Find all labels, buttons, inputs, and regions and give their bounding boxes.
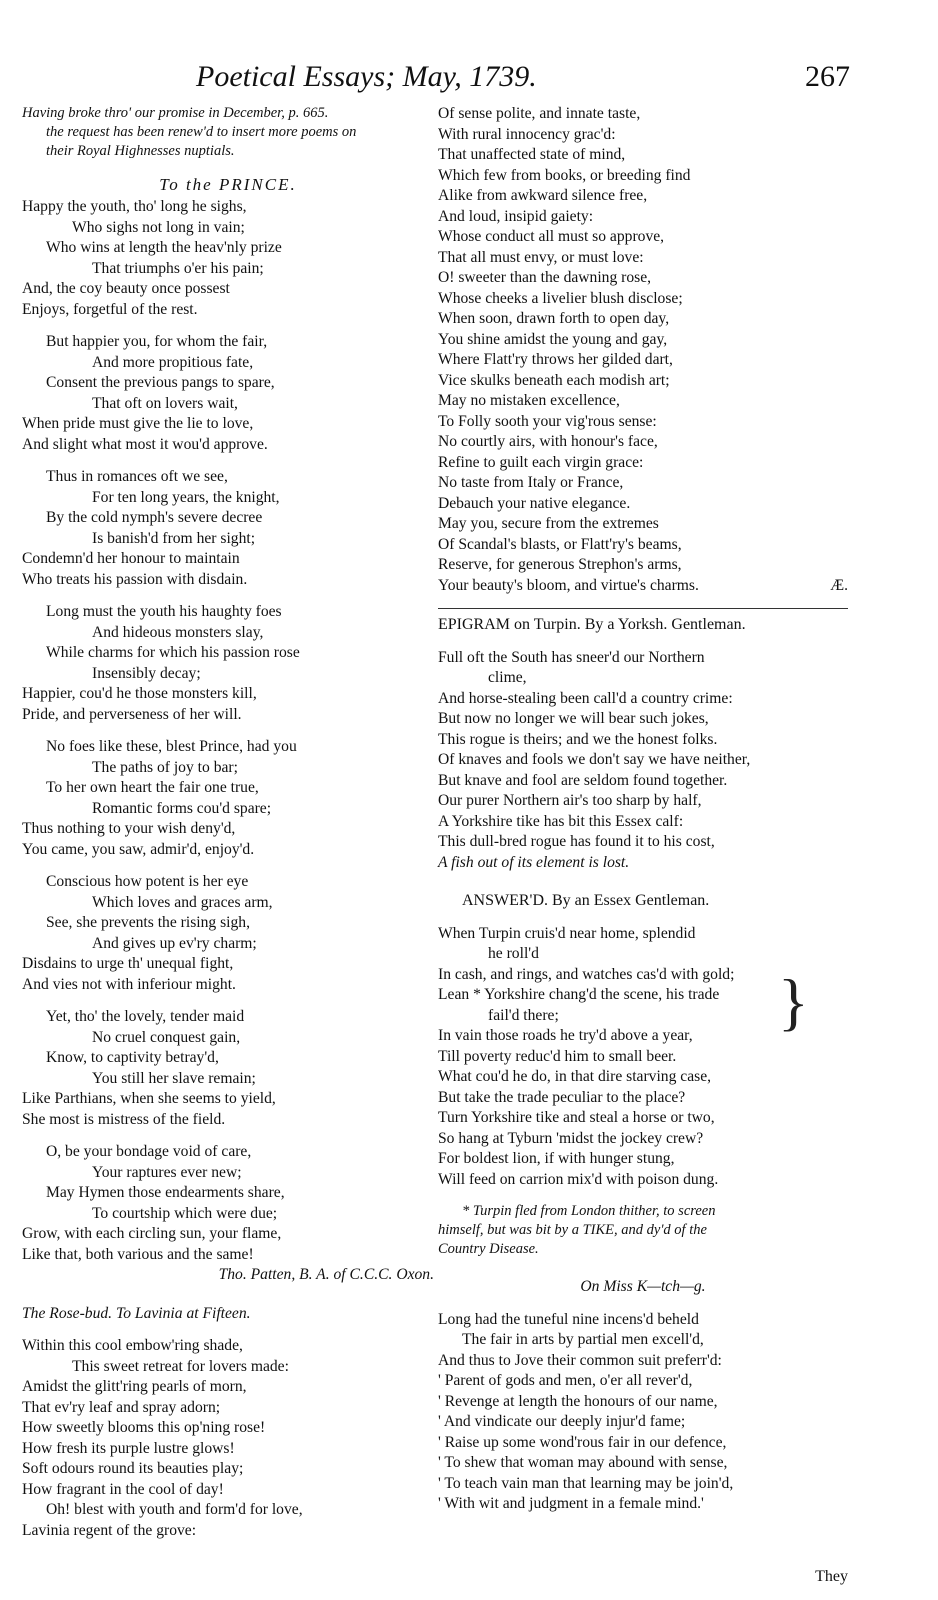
verse-line: fail'd there; [488, 1006, 559, 1024]
poem-body [438, 648, 848, 874]
verse-line: But take the trade peculiar to the place? [438, 1088, 686, 1106]
verse-line: But now no longer we will bear such jokes, [438, 710, 709, 727]
verse-line: For boldest lion, if with hunger stung, [438, 1150, 675, 1167]
verse-line: In cash, and rings, and watches cas'd with gold; [438, 965, 735, 983]
verse-line: Within this cool embow'ring shade, [22, 1337, 243, 1354]
verse-line: The fair in arts by partial men excell'd, [462, 1331, 704, 1348]
verse-line: Lavinia regent of the grove: [22, 1521, 197, 1539]
verse-line: You still her slave remain; [92, 1069, 256, 1087]
verse-line: Debauch your native elegance. [438, 494, 631, 512]
poem-title: The Rose-bud. To Lavinia at Fifteen. [22, 1304, 251, 1322]
verse-line: And thus to Jove their common suit preferr'd: [438, 1351, 722, 1369]
verse-line: To her own heart the fair one true, [46, 779, 259, 796]
verse-line: That oft on lovers wait, [92, 394, 238, 412]
verse-line: So hang at Tyburn 'midst the jockey crew? [438, 1129, 704, 1147]
verse-line: May no mistaken excellence, [438, 392, 620, 409]
footnote-line: himself, but was bit by a TIKE, and dy'd of the [438, 1222, 707, 1238]
verse-line: Thus nothing to your wish deny'd, [22, 820, 236, 837]
verse-line: Soft odours round its beauties play; [22, 1460, 244, 1477]
verse-line: And vies not with inferiour might. [22, 975, 236, 993]
verse-line: To Folly sooth your vig'rous sense: [438, 412, 657, 430]
editorial-intro [22, 104, 434, 161]
verse-line: While charms for which his passion rose [46, 644, 300, 661]
page-number: 267 [805, 60, 850, 93]
verse-line: She most is mistress of the field. [22, 1110, 226, 1128]
verse-line: Your raptures ever new; [92, 1163, 242, 1181]
verse-line: O, be your bondage void of care, [46, 1143, 252, 1160]
verse-line: This rogue is theirs; and we the honest folks. [438, 730, 718, 748]
verse-line: That triumphs o'er his pain; [92, 259, 264, 277]
verse-line: See, she prevents the rising sigh, [46, 914, 250, 931]
verse-line: But happier you, for whom the fair, [46, 333, 268, 350]
stanza [22, 332, 434, 455]
verse-line: How sweetly blooms this op'ning rose! [22, 1419, 266, 1436]
verse-line: Vice skulks beneath each modish art; [438, 371, 670, 389]
verse-line: In vain those roads he try'd above a year, [438, 1027, 693, 1044]
verse-line: How fragrant in the cool of day! [22, 1480, 224, 1498]
poem-title: To the PRINCE. [159, 175, 297, 194]
verse-line: And, the coy beauty once possest [22, 280, 230, 297]
verse-line: Condemn'd her honour to maintain [22, 550, 240, 567]
verse-line: You shine amidst the young and gay, [438, 330, 668, 348]
verse-line: No foes like these, blest Prince, had you [46, 738, 297, 755]
running-title: Poetical Essays; May, 1739. [196, 60, 537, 93]
verse-line: Refine to guilt each virgin grace: [438, 453, 644, 471]
verse-line: Our purer Northern air's too sharp by half, [438, 792, 702, 809]
stanza [22, 1142, 434, 1265]
footnote-line: * Turpin fled from London thither, to screen [462, 1203, 716, 1219]
verse-line: When pride must give the lie to love, [22, 415, 254, 432]
verse-line [438, 576, 848, 597]
verse-line: Of knaves and fools we don't say we have neither, [438, 751, 751, 768]
catchword: They [815, 1568, 848, 1585]
footnote [438, 1202, 848, 1259]
verse-line: Whose cheeks a livelier blush disclose; [438, 289, 683, 307]
poem-body [438, 1310, 848, 1515]
verse-line: Full oft the South has sneer'd our Northern [438, 648, 705, 666]
stanza [22, 467, 434, 590]
page-header [0, 60, 938, 102]
intro-line: Having broke thro' our promise in December, p. 665. [22, 105, 329, 121]
verse-line: For ten long years, the knight, [92, 488, 280, 506]
verse-line: And gives up ev'ry charm; [92, 934, 257, 952]
intro-line: the request has been renew'd to insert more poems on [46, 124, 357, 140]
verse-line: Will feed on carrion mix'd with poison dung. [438, 1170, 719, 1188]
verse-line: And loud, insipid gaiety: [438, 207, 594, 225]
poem-title: EPIGRAM on Turpin. By a Yorksh. Gentleman. [438, 608, 848, 636]
verse-line: The paths of joy to bar; [92, 758, 238, 776]
verse-line: May you, secure from the extremes [438, 515, 659, 532]
verse-line: O! sweeter than the dawning rose, [438, 269, 652, 286]
verse-line: ' And vindicate our deeply injur'd fame; [438, 1413, 686, 1430]
verse-line: Insensibly decay; [92, 664, 201, 682]
verse-line: Who treats his passion with disdain. [22, 570, 248, 588]
verse-line: clime, [488, 669, 527, 686]
verse-line: Till poverty reduc'd him to small beer. [438, 1047, 677, 1065]
verse-line: Who wins at length the heav'nly prize [46, 239, 282, 256]
poem-title: On Miss K—tch—g. [580, 1278, 706, 1295]
verse-line: ' Raise up some wond'rous fair in our defence, [438, 1433, 727, 1451]
verse-line: Like Parthians, when she seems to yield, [22, 1090, 276, 1107]
verse-line: No taste from Italy or France, [438, 474, 624, 491]
verse-line: Consent the previous pangs to spare, [46, 374, 275, 391]
verse-line: Yet, tho' the lovely, tender maid [46, 1008, 245, 1025]
verse-line: A fish out of its element is lost. [438, 853, 630, 871]
footnote-line: Country Disease. [438, 1241, 539, 1257]
verse-line: With rural innocency grac'd: [438, 125, 616, 143]
verse-line: This dull-bred rogue has found it to his cost, [438, 833, 715, 850]
verse-line: By the cold nymph's severe decree [46, 509, 263, 526]
verse-line: Pride, and perverseness of her will. [22, 705, 242, 723]
verse-line: Enjoys, forgetful of the rest. [22, 300, 198, 318]
verse-line: Reserve, for generous Strephon's arms, [438, 556, 682, 573]
poem-body-continued [438, 104, 848, 596]
verse-line: he roll'd [488, 945, 539, 962]
verse-line: Long had the tuneful nine incens'd beheld [438, 1310, 699, 1328]
left-column [22, 104, 434, 1541]
poem-body [438, 924, 848, 1191]
verse-line: No courtly airs, with honour's face, [438, 433, 658, 450]
verse-line: This sweet retreat for lovers made: [72, 1357, 289, 1375]
verse-line: And hideous monsters slay, [92, 623, 264, 641]
verse-line: Alike from awkward silence free, [438, 187, 648, 204]
verse-line: When soon, drawn forth to open day, [438, 310, 670, 327]
poem-signature: Æ. [830, 576, 848, 594]
poem-title: ANSWER'D. By an Essex Gentleman. [462, 892, 710, 909]
verse-line: Which loves and graces arm, [92, 893, 273, 911]
curly-brace-ornament: } [778, 966, 809, 1037]
verse-line: What cou'd he do, in that dire starving case, [438, 1068, 712, 1085]
stanza [22, 602, 434, 725]
intro-line: their Royal Highnesses nuptials. [46, 143, 235, 159]
verse-line: Happy the youth, tho' long he sighs, [22, 198, 247, 215]
verse-line: Conscious how potent is her eye [46, 873, 249, 890]
verse-line: Where Flatt'ry throws her gilded dart, [438, 351, 673, 368]
right-column [438, 104, 848, 1515]
verse-line: Happier, cou'd he those monsters kill, [22, 685, 257, 702]
verse-line: And slight what most it wou'd approve. [22, 435, 268, 453]
verse-line: May Hymen those endearments share, [46, 1184, 285, 1201]
verse-line: But knave and fool are seldom found together. [438, 771, 728, 789]
verse-line: ' Revenge at length the honours of our name, [438, 1392, 718, 1410]
verse-line: Long must the youth his haughty foes [46, 603, 282, 620]
verse-line: When Turpin cruis'd near home, splendid [438, 924, 696, 942]
verse-line: Grow, with each circling sun, your flame, [22, 1225, 282, 1242]
verse-line: ' To shew that woman may abound with sense, [438, 1454, 728, 1471]
verse-line: That all must envy, or must love: [438, 248, 644, 266]
verse-line: And horse-stealing been call'd a country crime: [438, 689, 733, 707]
verse-line: Lean * Yorkshire chang'd the scene, his trade [438, 986, 720, 1003]
verse-line: Like that, both various and the same! [22, 1245, 254, 1263]
verse-line: Thus in romances oft we see, [46, 468, 228, 485]
verse-line: Is banish'd from her sight; [92, 529, 256, 547]
verse-line: You came, you saw, admir'd, enjoy'd. [22, 840, 255, 858]
verse-line: A Yorkshire tike has bit this Essex calf: [438, 812, 684, 830]
verse-line: Turn Yorkshire tike and steal a horse or two, [438, 1109, 715, 1126]
verse-line: Romantic forms cou'd spare; [92, 799, 272, 817]
verse-line: And more propitious fate, [92, 353, 254, 371]
verse-line: Know, to captivity betray'd, [46, 1049, 219, 1066]
stanza [22, 197, 434, 320]
verse-line: Of sense polite, and innate taste, [438, 105, 641, 122]
verse-line: ' Parent of gods and men, o'er all rever'd, [438, 1372, 693, 1389]
verse-line: ' With wit and judgment in a female mind.' [438, 1495, 704, 1512]
poem-signature: Tho. Patten, B. A. of C.C.C. Oxon. [218, 1266, 434, 1283]
verse-line: That ev'ry leaf and spray adorn; [22, 1398, 221, 1416]
poem-body [22, 1336, 434, 1541]
verse-line: Amidst the glitt'ring pearls of morn, [22, 1378, 247, 1395]
verse-line: That unaffected state of mind, [438, 146, 626, 163]
verse-line: No cruel conquest gain, [92, 1028, 241, 1046]
verse-line: Whose conduct all must so approve, [438, 228, 665, 245]
verse-line: Disdains to urge th' unequal fight, [22, 955, 234, 972]
verse-line: Oh! blest with youth and form'd for love, [46, 1501, 303, 1518]
verse-line: Of Scandal's blasts, or Flatt'ry's beams, [438, 535, 682, 553]
verse-text: Your beauty's bloom, and virtue's charms. [438, 576, 699, 594]
verse-line: To courtship which were due; [92, 1204, 278, 1222]
stanza [22, 1007, 434, 1130]
stanza [22, 737, 434, 860]
verse-line: ' To teach vain man that learning may be join'd, [438, 1474, 734, 1492]
verse-line: Which few from books, or breeding find [438, 166, 691, 184]
verse-line: How fresh its purple lustre glows! [22, 1439, 235, 1457]
stanza [22, 872, 434, 995]
verse-line: Who sighs not long in vain; [72, 218, 245, 236]
